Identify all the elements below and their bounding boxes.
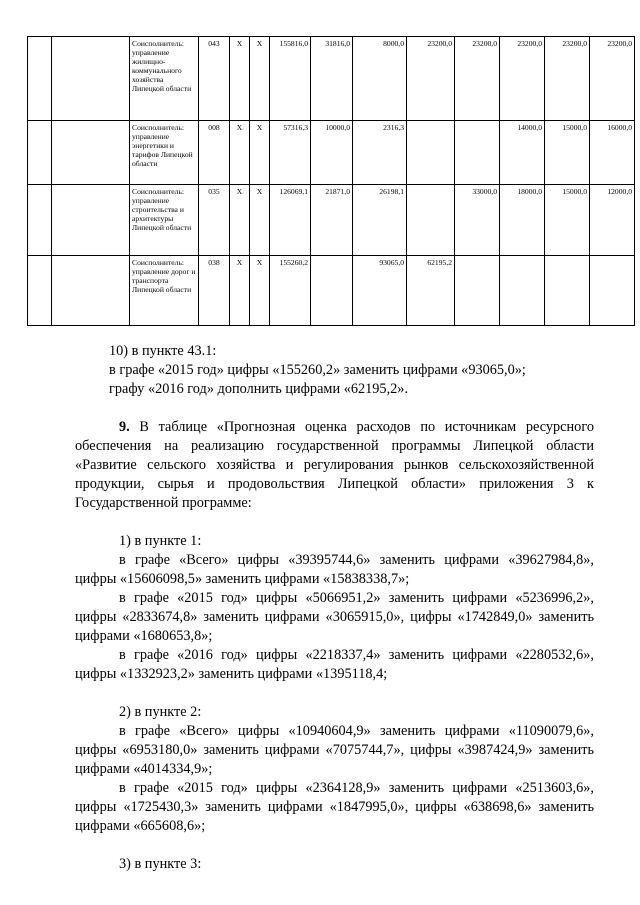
- value-cell: 2316,3: [353, 121, 407, 185]
- code-cell: 043: [199, 37, 230, 121]
- value-cell: 21871,0: [311, 185, 353, 256]
- value-cell: 15000,0: [545, 121, 590, 185]
- value-cell: 12000,0: [590, 185, 635, 256]
- paragraph-9-text: В таблице «Прогнозная оценка расходов по источникам ресурсного обеспечения на реализацию государственной программы Липецкой области «Развитие сельского хозяйства и регулирования рынков сельскохозяйственной продукции, сырья и продовольствия Липецкой области» приложения 3 к Государственной программе:: [75, 419, 594, 511]
- executor-cell: Соисполнитель: управление строительства и архитектуры Липецкой области: [130, 185, 199, 256]
- x-cell: X: [230, 185, 250, 256]
- x-cell: X: [250, 37, 270, 121]
- value-cell: 26198,1: [353, 185, 407, 256]
- value-cell: 23200,0: [545, 37, 590, 121]
- x-cell: X: [250, 121, 270, 185]
- subpoint-1-item-a: в графе «Всего» цифры «39395744,6» заменить цифрами «39627984,8», цифры «15606098,5» заменить цифрами «15838338,7»;: [75, 552, 594, 587]
- empty-cell: [28, 37, 52, 121]
- subpoint-2-heading: 2) в пункте 2:: [119, 704, 202, 720]
- empty-cell: [28, 121, 52, 185]
- executor-cell: Соисполнитель: управление дорог и транспорта Липецкой области: [130, 256, 199, 326]
- value-cell: 57316,3: [270, 121, 311, 185]
- subpoint-1-item-b: в графе «2015 год» цифры «5066951,2» заменить цифрами «5236996,2», цифры «2833674,8» заменить цифрами «3065915,0», цифры «1742849,0» заменить цифрами «1680653,8»;: [75, 590, 594, 644]
- value-cell: 33000,0: [455, 185, 500, 256]
- paragraph-10-line-2: графу «2016 год» дополнить цифрами «62195,2».: [109, 381, 409, 397]
- empty-cell: [28, 185, 52, 256]
- value-cell: [545, 256, 590, 326]
- table-row: [28, 256, 635, 326]
- empty-cell: [52, 121, 130, 185]
- value-cell: 14000,0: [500, 121, 545, 185]
- value-cell: 23200,0: [590, 37, 635, 121]
- value-cell: 62195,2: [407, 256, 455, 326]
- budget-table-body: [28, 37, 635, 326]
- table-row: [28, 121, 635, 185]
- x-cell: X: [250, 185, 270, 256]
- executor-cell: Соисполнитель: управление энергетики и тарифов Липецкой области: [130, 121, 199, 185]
- value-cell: 23200,0: [407, 37, 455, 121]
- subpoint-2-item-b: в графе «2015 год» цифры «2364128,9» заменить цифрами «2513603,6», цифры «1725430,3» заменить цифрами «1847995,0», цифры «638698,6» заменить цифрами «665608,6»;: [75, 780, 594, 834]
- empty-cell: [28, 256, 52, 326]
- paragraph-9: [75, 418, 594, 513]
- value-cell: 31816,0: [311, 37, 353, 121]
- value-cell: 18000,0: [500, 185, 545, 256]
- paragraph-10-heading: 10) в пункте 43.1:: [109, 343, 217, 359]
- value-cell: 155260,2: [270, 256, 311, 326]
- x-cell: X: [230, 37, 250, 121]
- empty-cell: [52, 256, 130, 326]
- value-cell: 155816,0: [270, 37, 311, 121]
- empty-cell: [52, 37, 130, 121]
- value-cell: [455, 256, 500, 326]
- subpoint-2-item-a: в графе «Всего» цифры «10940604,9» заменить цифрами «11090079,6», цифры «6953180,0» заменить цифрами «7075744,7», цифры «3987424,9» заменить цифрами «4014334,9»;: [75, 723, 594, 777]
- value-cell: [590, 256, 635, 326]
- value-cell: [311, 256, 353, 326]
- value-cell: 15000,0: [545, 185, 590, 256]
- table-row: [28, 37, 635, 121]
- value-cell: 23200,0: [500, 37, 545, 121]
- value-cell: 126069,1: [270, 185, 311, 256]
- table-row: [28, 185, 635, 256]
- subpoint-3-heading: 3) в пункте 3:: [119, 856, 202, 872]
- paragraph-10-line-1: в графе «2015 год» цифры «155260,2» заменить цифрами «93065,0»;: [109, 362, 526, 378]
- value-cell: 23200,0: [455, 37, 500, 121]
- code-cell: 038: [199, 256, 230, 326]
- x-cell: X: [250, 256, 270, 326]
- subpoint-1-heading: 1) в пункте 1:: [119, 533, 202, 549]
- value-cell: 8000,0: [353, 37, 407, 121]
- value-cell: [455, 121, 500, 185]
- x-cell: X: [230, 256, 250, 326]
- code-cell: 008: [199, 121, 230, 185]
- value-cell: [500, 256, 545, 326]
- value-cell: 16000,0: [590, 121, 635, 185]
- budget-table: [27, 36, 635, 326]
- subpoint-1-item-c: в графе «2016 год» цифры «2218337,4» заменить цифрами «2280532,6», цифры «1332923,2» заменить цифрами «1395118,4;: [75, 647, 594, 682]
- empty-cell: [52, 185, 130, 256]
- code-cell: 035: [199, 185, 230, 256]
- value-cell: [407, 185, 455, 256]
- value-cell: [407, 121, 455, 185]
- executor-cell: Соисполнитель: управление жилищно-коммунального хозяйства Липецкой области: [130, 37, 199, 121]
- document-body: [75, 342, 594, 874]
- value-cell: 93065,0: [353, 256, 407, 326]
- paragraph-9-number: 9.: [119, 419, 130, 435]
- value-cell: 10000,0: [311, 121, 353, 185]
- x-cell: X: [230, 121, 250, 185]
